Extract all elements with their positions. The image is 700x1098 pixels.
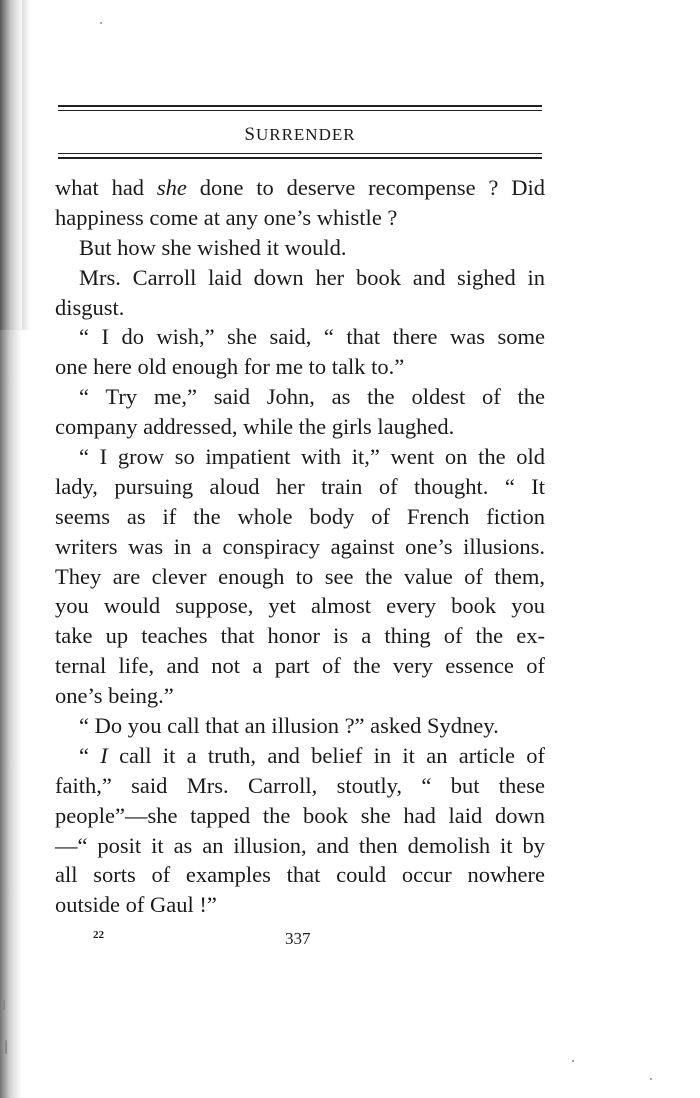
scan-speck (650, 1078, 652, 1080)
text-line: one’s being.” (55, 683, 174, 709)
text-line: one here old enough for me to talk to.” (55, 354, 405, 380)
text-line: all sorts of examples that could occur nowhere (55, 862, 545, 888)
text-line: happiness come at any one’s whistle ? (55, 204, 398, 230)
text-line: “ Try me,” said John, as the oldest of the (79, 384, 545, 410)
text-line: Mrs. Carroll laid down her book and sighed in (79, 264, 545, 290)
header-rule-bottom-thin (58, 153, 542, 154)
text-line: They are clever enough to see the value of them, (55, 563, 545, 589)
text-line: “ Do you call that an illusion ?” asked Sydney. (79, 713, 499, 739)
running-head-initial: S (244, 124, 256, 145)
scan-speck (3, 1000, 5, 1010)
text-line: writers was in a conspiracy against one’s illusions. (55, 533, 545, 559)
text-line: But how she wished it would. (79, 234, 347, 260)
text-line: disgust. (55, 294, 125, 320)
text-line: ternal life, and not a part of the very essence of (55, 653, 545, 679)
header-rule-top-thick (58, 105, 542, 107)
header-rule-bottom-thick (58, 157, 542, 159)
text-line: faith,” said Mrs. Carroll, stoutly, “ but these (55, 772, 545, 798)
page-gutter (0, 0, 22, 1098)
text-line: “ I grow so impatient with it,” went on the old (79, 444, 545, 470)
text-line: “ I do wish,” she said, “ that there was some (79, 324, 545, 350)
text-line: lady, pursuing aloud her train of thought. “ It (55, 473, 545, 499)
running-head-rest: URRENDER (255, 125, 356, 144)
text-line: people”—she tapped the book she had laid down (55, 802, 545, 828)
text-line: what had she done to deserve recompense ? Did (55, 175, 545, 200)
scan-speck (5, 1040, 7, 1054)
text-line: take up teaches that honor is a thing of the ex- (55, 623, 545, 649)
scan-speck (572, 1060, 574, 1062)
text-line: company addressed, while the girls laughed. (55, 414, 455, 440)
scan-speck (100, 22, 102, 24)
text-line: —“ posit it as an illusion, and then demolish it by (55, 832, 545, 858)
text-line: seems as if the whole body of French fiction (55, 503, 545, 529)
header-rule-top-thin (58, 110, 542, 111)
text-line: “ I call it a truth, and belief in it an article of (79, 742, 545, 768)
running-head (58, 124, 542, 146)
text-line: you would suppose, yet almost every book you (55, 593, 545, 619)
text-line: outside of Gaul !” (55, 892, 217, 918)
page-number: 337 (285, 929, 311, 948)
body-text (55, 173, 545, 920)
signature-mark: 22 (93, 929, 104, 941)
